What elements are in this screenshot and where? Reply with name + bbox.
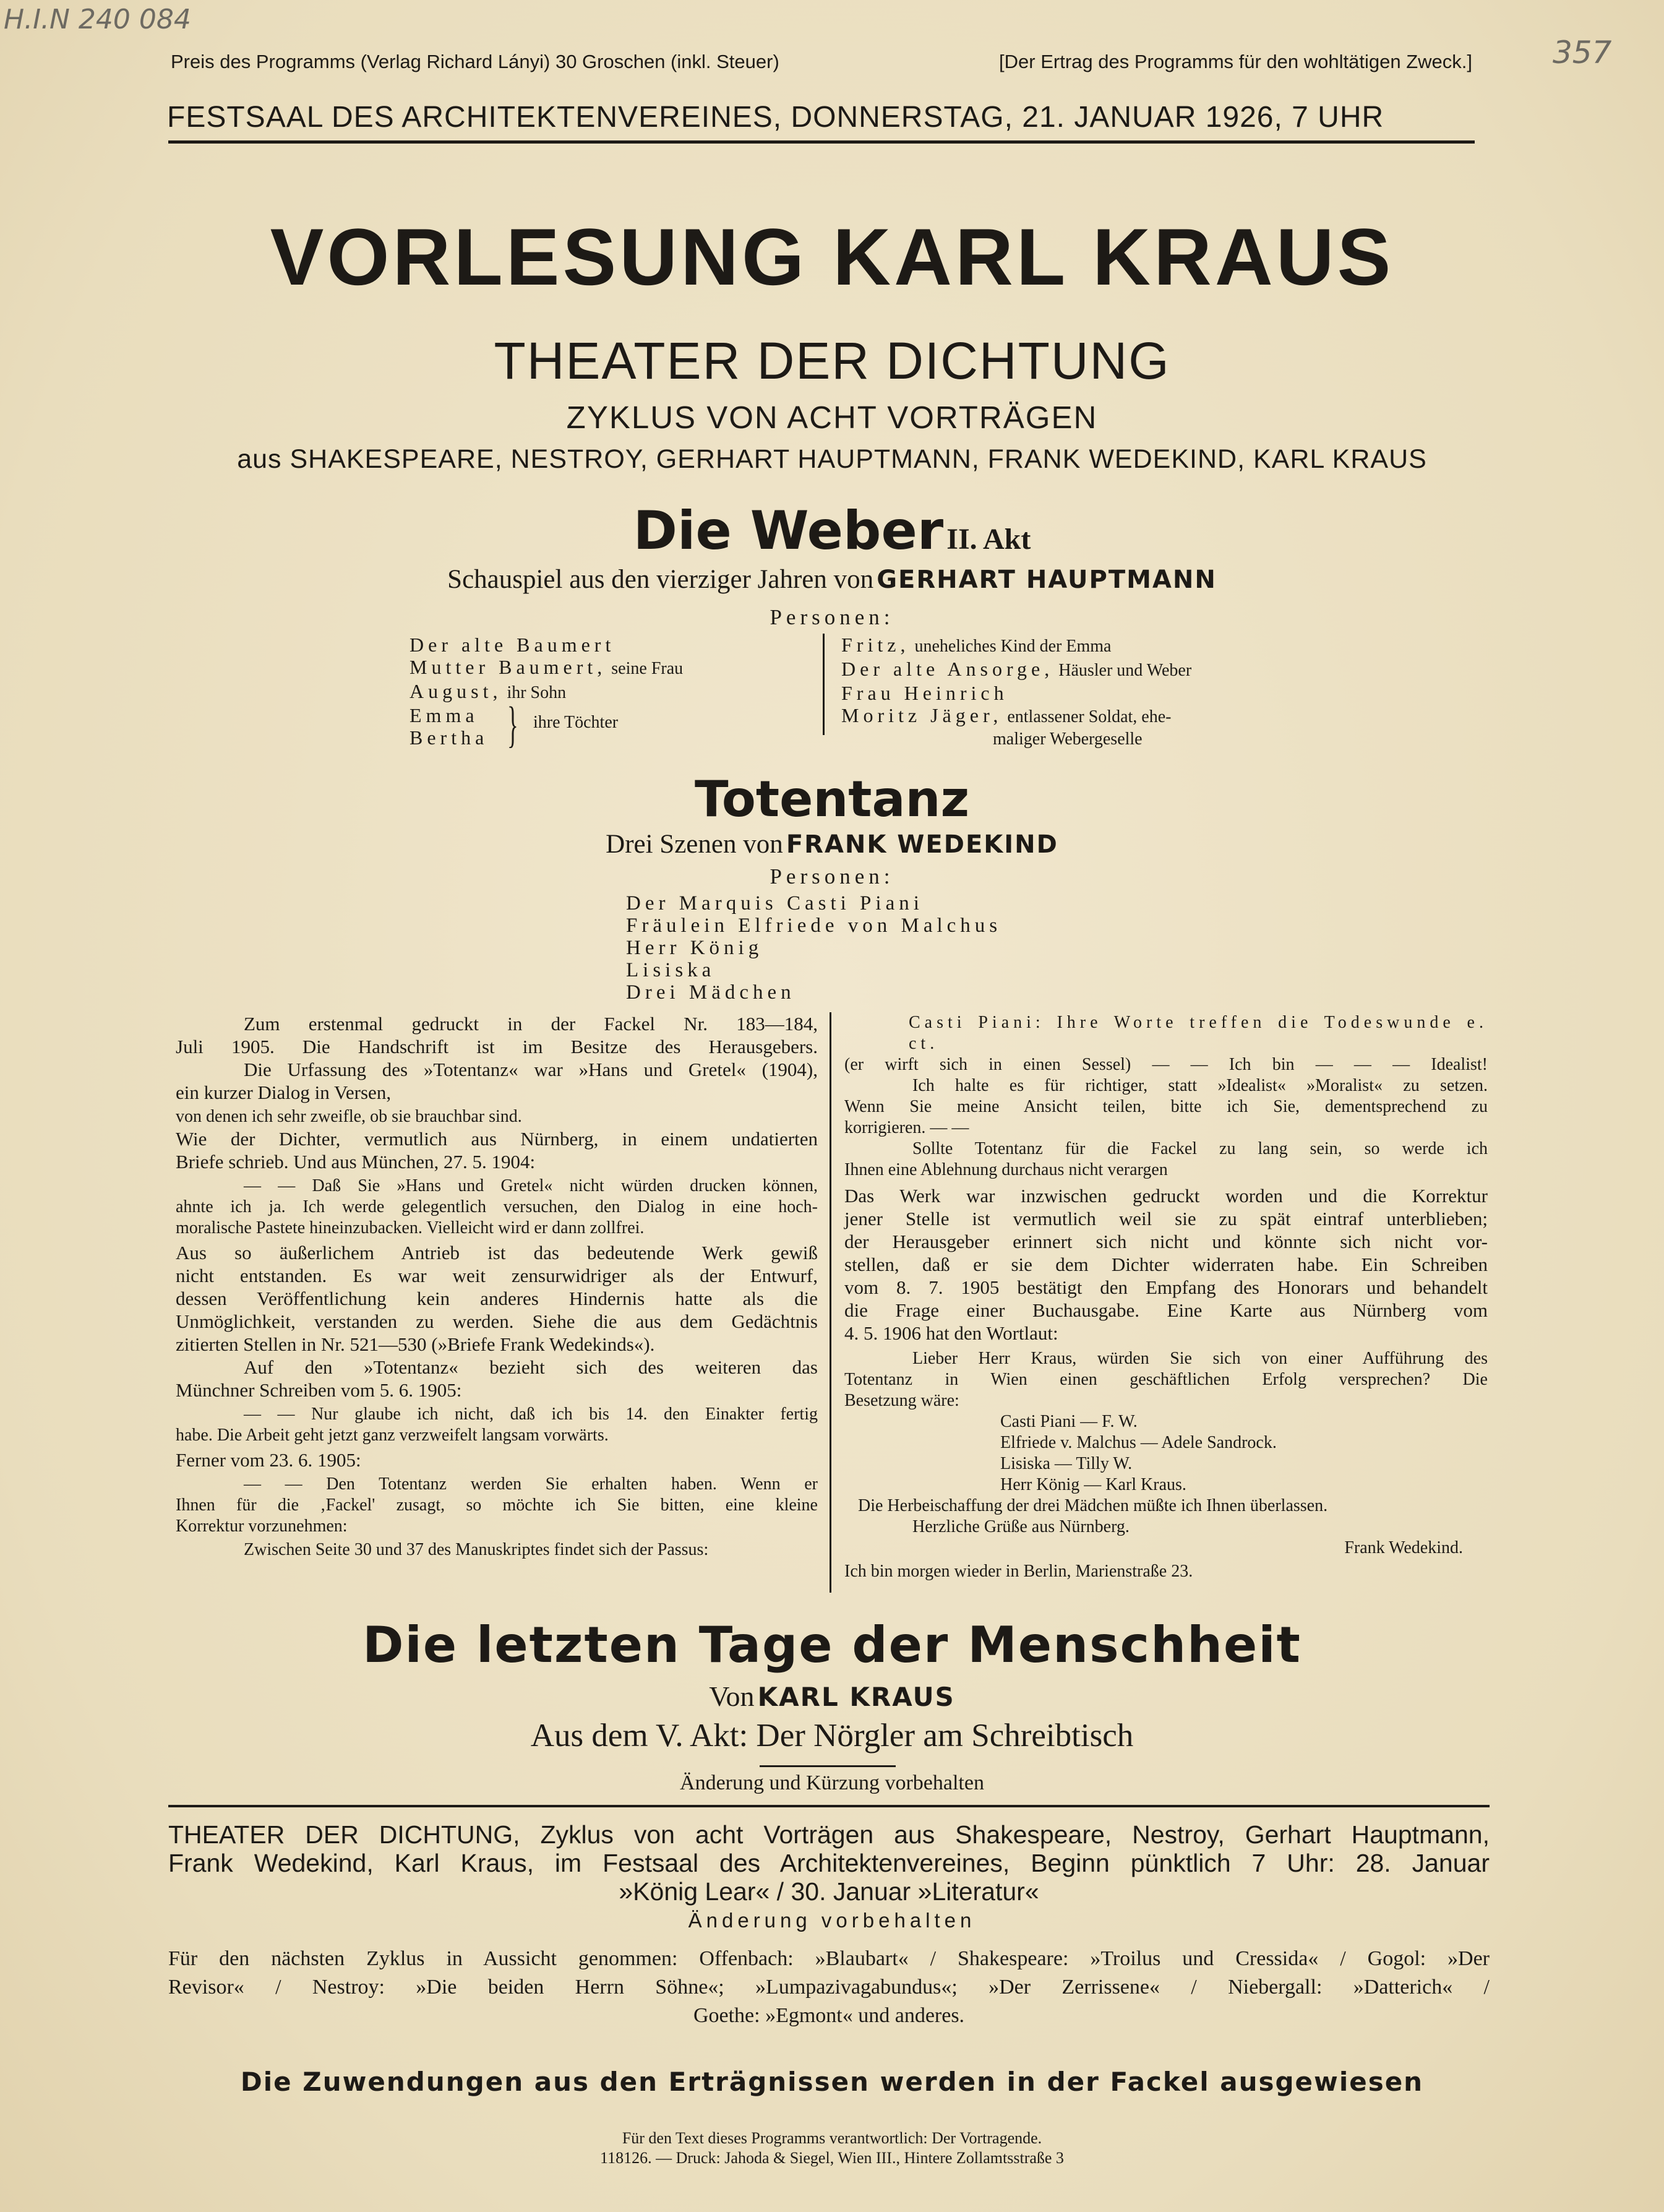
text-line: Auf den »Totentanz« bezieht sich des weiteren das (244, 1356, 818, 1378)
text-line: Wie der Dichter, vermutlich aus Nürnberg, in einem undatierten (176, 1128, 818, 1150)
text-line: Münchner Schreiben vom 5. 6. 1905: (176, 1379, 462, 1401)
signature-line: Frank Wedekind. (1344, 1538, 1463, 1557)
person: Mutter Baumert, seine Frau (410, 656, 684, 678)
next-program-announcement (168, 1820, 1490, 1906)
text-line: Das Werk war inzwischen gedruckt worden und die Korrektur (844, 1185, 1488, 1207)
totentanz-author: FRANK WEDEKIND (786, 830, 1058, 859)
text-line: (er wirft sich in einen Sessel) — — Ich bin — — — Idealist! (844, 1055, 1488, 1074)
authors-line: aus SHAKESPEARE, NESTROY, GERHART HAUPTMANN, FRANK WEDEKIND, KARL KRAUS (237, 444, 1427, 474)
weber-subtitle: Schauspiel aus den vierziger Jahren von (447, 565, 874, 594)
daughters-brace: } (507, 696, 518, 752)
text-line: Besetzung wäre: (844, 1391, 959, 1410)
text-line: Briefe schrieb. Und aus München, 27. 5. 1904: (176, 1151, 536, 1173)
text-line: Lieber Herr Kraus, würden Sie sich von einer Aufführung des (912, 1349, 1488, 1368)
person: Der alte Baumert (410, 634, 615, 656)
text-line: ein kurzer Dialog in Versen, (176, 1082, 392, 1103)
text-line: Elfriede v. Malchus — Adele Sandrock. (1000, 1433, 1277, 1452)
text-line: Revisor« / Nestroy: »Die beiden Herrn Söhne«; »Lumpazivagabundus«; »Der Zerrissene« / Niebergall: »Datterich« / (168, 1976, 1490, 1999)
changes-reserved: Änderung vorbehalten (688, 1909, 976, 1932)
text-line: zitierten Stellen in Nr. 521—530 (»Briefe Frank Wedekinds«). (176, 1333, 655, 1355)
left-column-notes (176, 1012, 818, 1560)
text-line: Zwischen Seite 30 und 37 des Manuskriptes findet sich der Passus: (244, 1540, 709, 1559)
person: Der Marquis Casti Piani (626, 892, 924, 914)
totentanz-persons (626, 892, 1001, 1004)
text-line: — — Daß Sie »Hans und Gretel« nicht würden drucken können, (244, 1176, 818, 1195)
main-title: VORLESUNG KARL KRAUS (270, 212, 1394, 302)
text-line: Wenn Sie meine Ansicht teilen, bitte ich Sie, dementsprechend zu (844, 1097, 1488, 1116)
text-line: jener Stelle ist vermutlich weil sie zu spät eintraf unterblieben; (844, 1208, 1488, 1229)
weber-persons-right (841, 634, 1274, 751)
text-line: — — Nur glaube ich nicht, daß ich bis 14. den Einakter fertig (244, 1405, 818, 1424)
page-number: 357 (1553, 35, 1612, 71)
imprint-printer: 118126. — Druck: Jahoda & Siegel, Wien III., Hintere Zollamtsstraße 3 (600, 2149, 1064, 2167)
text-line: Totentanz in Wien einen geschäftlichen Erfolg versprechen? Die (844, 1370, 1488, 1389)
text-line: Ich halte es für richtiger, statt »Idealist« »Moralist« zu setzen. (912, 1076, 1488, 1095)
text-line: Ferner vom 23. 6. 1905: (176, 1449, 361, 1471)
archive-reference: H.I.N 240 084 (4, 4, 191, 35)
person: Bertha (410, 726, 489, 749)
text-line: — — Den Totentanz werden Sie erhalten haben. Wenn er (244, 1474, 818, 1494)
person: Fritz, uneheliches Kind der Emma (841, 634, 1112, 656)
daughters-note: ihre Töchter (533, 713, 619, 732)
text-line: 4. 5. 1906 hat den Wortlaut: (844, 1322, 1058, 1344)
totentanz-subtitle-line (0, 829, 1664, 859)
weber-heading (0, 500, 1664, 562)
donations-note: Die Zuwendungen aus den Erträgnissen werden in der Fackel ausgewiesen (240, 2067, 1424, 2097)
text-line: habe. Die Arbeit geht jetzt ganz verzweifelt langsam vorwärts. (176, 1426, 609, 1445)
person: Drei Mädchen (626, 981, 796, 1004)
cycle-title: ZYKLUS VON ACHT VORTRÄGEN (566, 400, 1098, 435)
person: Lisiska (626, 959, 716, 981)
text-line: dessen Veröffentlichung kein anderes Hindernis hatte als die (176, 1288, 818, 1309)
text-line: moralische Pastete hineinzubacken. Vielleicht wird er dann zollfrei. (176, 1218, 645, 1237)
text-line: Ihnen für die ‚Fackel' zusagt, so möchte ich Sie bitten, eine kleine (176, 1495, 818, 1515)
persons-divider (823, 634, 825, 735)
menschheit-byline (0, 1680, 1664, 1713)
text-line: Lisiska — Tilly W. (1000, 1454, 1133, 1473)
text-line: Frank Wedekind, Karl Kraus, im Festsaal des Architektenvereines, Beginn pünktlich 7 Uhr: 28. Januar (168, 1849, 1490, 1877)
footer-rule (168, 1805, 1490, 1807)
totentanz-title: Totentanz (694, 770, 970, 828)
imprint-responsible: Für den Text dieses Programms verantwortlich: Der Vortragende. (622, 2129, 1042, 2147)
text-line: von denen ich sehr zweifle, ob sie brauchbar sind. (176, 1107, 522, 1126)
weber-title: Die Weber (633, 500, 944, 562)
weber-persons-heading: Personen: (770, 605, 894, 629)
imprint (0, 2128, 1664, 2168)
next-cycle-list (168, 1945, 1490, 2030)
text-line: nicht entstanden. Es war weit zensurwidriger als der Entwurf, (176, 1265, 818, 1286)
text-line: Herr König — Karl Kraus. (1000, 1475, 1186, 1494)
text-line: Zum erstenmal gedruckt in der Fackel Nr. 183—184, (244, 1013, 818, 1035)
menschheit-author: KARL KRAUS (757, 1682, 955, 1712)
text-line: Juli 1905. Die Handschrift ist im Besitze des Herausgebers. (176, 1036, 818, 1057)
text-line: THEATER DER DICHTUNG, Zyklus von acht Vorträgen aus Shakespeare, Nestroy, Gerhart Hauptmann, (168, 1820, 1490, 1849)
column-divider (830, 1012, 831, 1593)
person: Herr König (626, 937, 763, 959)
text-line: Sollte Totentanz für die Fackel zu lang sein, so werde ich (912, 1139, 1488, 1158)
totentanz-persons-heading: Personen: (770, 864, 894, 889)
person: Frau Heinrich (841, 682, 1008, 704)
text-line: stellen, daß er sie dem Dichter widerraten habe. Ein Schreiben (844, 1254, 1488, 1275)
text-line: vom 8. 7. 1905 bestätigt den Empfang des Honorars und behandelt (844, 1276, 1488, 1298)
price-note: Preis des Programms (Verlag Richard Lányi) 30 Groschen (inkl. Steuer) (171, 51, 779, 72)
text-line: Für den nächsten Zyklus in Aussicht genommen: Offenbach: »Blaubart« / Shakespeare: »Troilus und Cressida« / Gogol: »Der (168, 1947, 1490, 1970)
text-line: Korrektur vorzunehmen: (176, 1517, 348, 1536)
venue-line: FESTSAAL DES ARCHITEKTENVEREINES, DONNERSTAG, 21. JANUAR 1926, 7 UHR (167, 101, 1384, 134)
text-line: Ihnen eine Ablehnung durchaus nicht verargen (844, 1160, 1168, 1179)
person: Emma (410, 704, 479, 726)
text-line: Herzliche Grüße aus Nürnberg. (912, 1517, 1130, 1536)
weber-author: GERHART HAUPTMANN (877, 566, 1217, 594)
text-line: Ich bin morgen wieder in Berlin, Marienstraße 23. (844, 1562, 1193, 1581)
menschheit-act: Aus dem V. Akt: Der Nörgler am Schreibtisch (530, 1718, 1134, 1754)
menschheit-title: Die letzten Tage der Menschheit (362, 1616, 1302, 1674)
person: maliger Webergeselle (993, 729, 1143, 749)
person: Moritz Jäger, entlassener Soldat, ehe- (841, 704, 1172, 726)
text-line: Die Herbeischaffung der drei Mädchen müßte ich Ihnen überlassen. (858, 1496, 1328, 1515)
text-line: Unmöglichkeit, verstanden zu werden. Siehe die aus dem Gedächtnis (176, 1310, 818, 1332)
person: Der alte Ansorge, Häusler und Weber (841, 658, 1192, 680)
totentanz-subtitle: Drei Szenen von (606, 830, 783, 859)
text-line: Aus so äußerlichem Antrieb ist das bedeutende Werk gewiß (176, 1242, 818, 1263)
person: Fräulein Elfriede von Malchus (626, 914, 1002, 937)
theater-title: THEATER DER DICHTUNG (494, 332, 1170, 390)
text-line: Goethe: »Egmont« und anderes. (693, 2004, 965, 2027)
text-line: Die Urfassung des »Totentanz« war »Hans und Gretel« (1904), (244, 1059, 818, 1080)
proceeds-note: [Der Ertrag des Programms für den wohltätigen Zweck.] (999, 51, 1472, 72)
short-rule (760, 1765, 896, 1767)
menschheit-reserve: Änderung und Kürzung vorbehalten (680, 1771, 984, 1794)
right-column-notes (844, 1012, 1488, 1582)
text-line: korrigieren. — — (844, 1118, 969, 1137)
person: August, ihr Sohn (410, 680, 567, 702)
text-line: der Herausgeber erinnert sich nicht und könnte sich nicht vor- (844, 1231, 1488, 1252)
menschheit-by: Von (709, 1681, 755, 1712)
weber-act: II. Akt (946, 523, 1031, 556)
text-line: »König Lear« / 30. Januar »Literatur« (619, 1877, 1039, 1906)
weber-subtitle-line (0, 564, 1664, 595)
text-line: die Frage einer Buchausgabe. Eine Karte aus Nürnberg vom (844, 1299, 1488, 1321)
text-line: Casti Piani: Ihre Worte treffen die Todeswunde e. ct. (909, 1013, 1488, 1053)
text-line: ahnte ich ja. Ich werde gelegentlich versuchen, den Dialog in eine hoch- (176, 1197, 818, 1216)
text-line: Casti Piani — F. W. (1000, 1412, 1138, 1431)
header-rule (168, 140, 1475, 144)
